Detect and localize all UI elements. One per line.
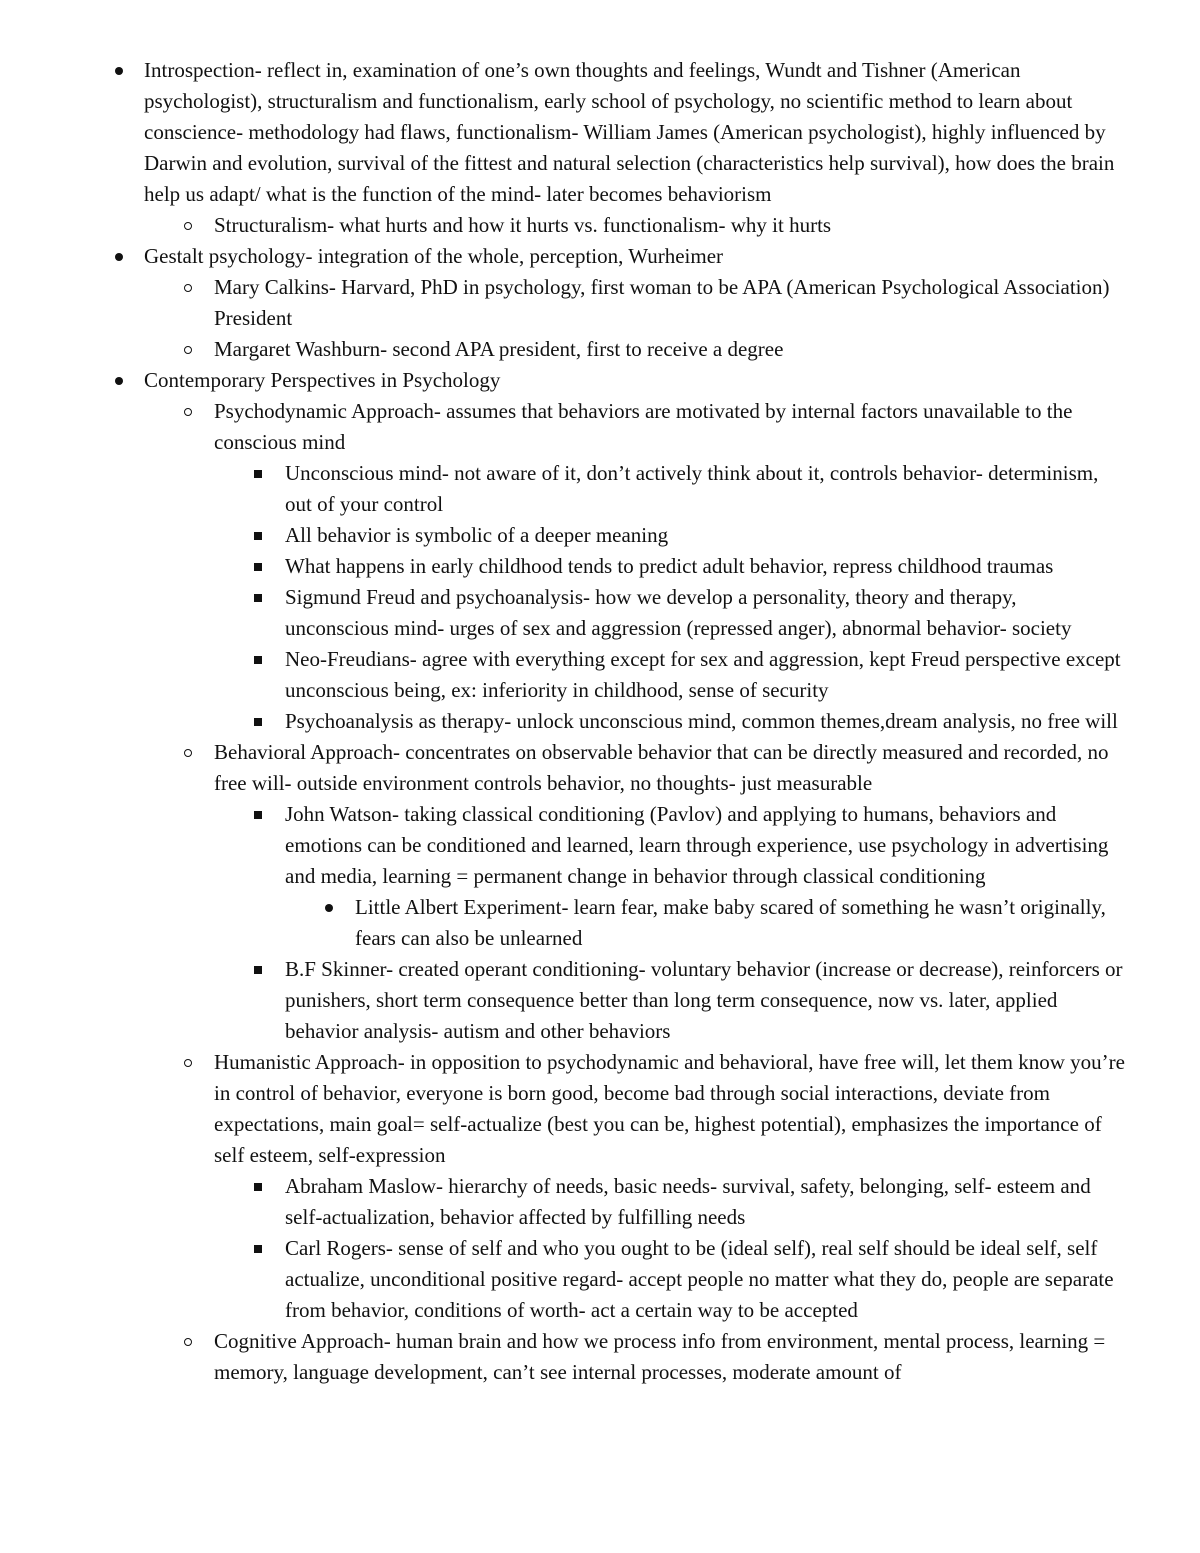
list-item-text: Sigmund Freud and psychoanalysis- how we develop a personality, theory and therapy, unconscious mind- urges of sex and aggression (repressed anger), abnormal behavior- society <box>285 585 1072 640</box>
list-item-level-3 <box>0 1171 1125 1233</box>
list-item-level-3 <box>0 1233 1125 1326</box>
list-item-text: Introspection- reflect in, examination of one’s own thoughts and feelings, Wundt and Tishner (American psychologist), structuralism and functionalism, early school of psychology, no scientific method to learn about conscience- methodology had flaws, functionalism- William James (American psychologist), highly influenced by Darwin and evolution, survival of the fittest and natural selection (characteristics help survival), how does the brain help us adapt/ what is the function of the mind- later becomes behaviorism <box>144 58 1115 206</box>
list-item-text: Little Albert Experiment- learn fear, make baby scared of something he wasn’t originally, fears can also be unlearned <box>355 895 1106 950</box>
list-item-level-1 <box>0 365 1134 396</box>
list-item-level-2 <box>0 737 1134 799</box>
list-item-text: Behavioral Approach- concentrates on observable behavior that can be directly measured and recorded, no free will- outside environment controls behavior, no thoughts- just measurable <box>214 740 1109 795</box>
filled-bullet-icon <box>112 55 126 86</box>
list-item-level-3 <box>0 458 1125 520</box>
square-bullet-icon <box>251 1171 265 1202</box>
filled-bullet-icon <box>322 892 336 923</box>
list-item-text: Gestalt psychology- integration of the whole, perception, Wurheimer <box>144 244 724 268</box>
square-bullet-icon <box>251 458 265 489</box>
hollow-circle-bullet-icon <box>181 737 195 768</box>
square-bullet-icon <box>251 954 265 985</box>
list-item-text: Neo-Freudians- agree with everything except for sex and aggression, kept Freud perspective except unconscious being, ex: inferiority in childhood, sense of security <box>285 647 1121 702</box>
list-item-level-3 <box>0 706 1125 737</box>
list-item-text: Unconscious mind- not aware of it, don’t actively think about it, controls behavior- determinism, out of your control <box>285 461 1099 516</box>
list-item-level-3 <box>0 551 1125 582</box>
filled-bullet-icon <box>112 365 126 396</box>
hollow-circle-bullet-icon <box>181 396 195 427</box>
list-item-text: Structuralism- what hurts and how it hurts vs. functionalism- why it hurts <box>214 213 832 237</box>
square-bullet-icon <box>251 582 265 613</box>
square-bullet-icon <box>251 706 265 737</box>
list-item-level-1 <box>0 55 1134 210</box>
list-item-level-2 <box>0 334 1134 365</box>
list-item-level-3 <box>0 520 1125 551</box>
hollow-circle-bullet-icon <box>181 272 195 303</box>
square-bullet-icon <box>251 520 265 551</box>
hollow-circle-bullet-icon <box>181 1326 195 1357</box>
list-item-level-2 <box>0 272 1134 334</box>
list-item-text: Psychoanalysis as therapy- unlock unconscious mind, common themes,dream analysis, no free will <box>285 709 1118 733</box>
list-item-text: Abraham Maslow- hierarchy of needs, basic needs- survival, safety, belonging, self- esteem and self-actualization, behavior affected by fulfilling needs <box>285 1174 1091 1229</box>
list-item-level-4 <box>0 892 1125 954</box>
list-item-text: John Watson- taking classical conditioning (Pavlov) and applying to humans, behaviors and emotions can be conditioned and learned, learn through experience, use psychology in advertising and media, learning = permanent change in behavior through classical conditioning <box>285 802 1109 888</box>
hollow-circle-bullet-icon <box>181 334 195 365</box>
list-item-text: What happens in early childhood tends to predict adult behavior, repress childhood traumas <box>285 554 1054 578</box>
list-item-text: Cognitive Approach- human brain and how we process info from environment, mental process, learning = memory, language development, can’t see internal processes, moderate amount of <box>214 1329 1106 1384</box>
list-item-text: Carl Rogers- sense of self and who you ought to be (ideal self), real self should be ideal self, self actualize, unconditional positive regard- accept people no matter what they do, people are separate from behavior, conditions of worth- act a certain way to be accepted <box>285 1236 1114 1322</box>
list-item-level-3 <box>0 799 1125 892</box>
filled-bullet-icon <box>112 241 126 272</box>
list-item-text: Psychodynamic Approach- assumes that behaviors are motivated by internal factors unavailable to the conscious mind <box>214 399 1073 454</box>
square-bullet-icon <box>251 551 265 582</box>
list-item-level-3 <box>0 582 1125 644</box>
list-item-text: Mary Calkins- Harvard, PhD in psychology, first woman to be APA (American Psychological Association) President <box>214 275 1110 330</box>
hollow-circle-bullet-icon <box>181 210 195 241</box>
list-item-level-3 <box>0 954 1125 1047</box>
list-item-level-2 <box>0 396 1134 458</box>
list-item-text: B.F Skinner- created operant conditioning- voluntary behavior (increase or decrease), reinforcers or punishers, short term consequence better than long term consequence, now vs. later, applied behavior analysis- autism and other behaviors <box>285 957 1123 1043</box>
list-item-level-3 <box>0 644 1125 706</box>
hollow-circle-bullet-icon <box>181 1047 195 1078</box>
square-bullet-icon <box>251 799 265 830</box>
list-item-level-2 <box>0 210 1134 241</box>
square-bullet-icon <box>251 1233 265 1264</box>
list-item-text: Humanistic Approach- in opposition to psychodynamic and behavioral, have free will, let them know you’re in control of behavior, everyone is born good, become bad through social interactions, deviate from expectations, main goal= self-actualize (best you can be, highest potential), emphasizes the importance of self esteem, self-expression <box>214 1050 1125 1167</box>
list-item-text: All behavior is symbolic of a deeper meaning <box>285 523 669 547</box>
notes-outline <box>0 55 1200 1388</box>
list-item-level-2 <box>0 1326 1134 1388</box>
list-item-level-2 <box>0 1047 1134 1171</box>
list-item-text: Contemporary Perspectives in Psychology <box>144 368 501 392</box>
list-item-text: Margaret Washburn- second APA president, first to receive a degree <box>214 337 784 361</box>
list-item-level-1 <box>0 241 1134 272</box>
square-bullet-icon <box>251 644 265 675</box>
